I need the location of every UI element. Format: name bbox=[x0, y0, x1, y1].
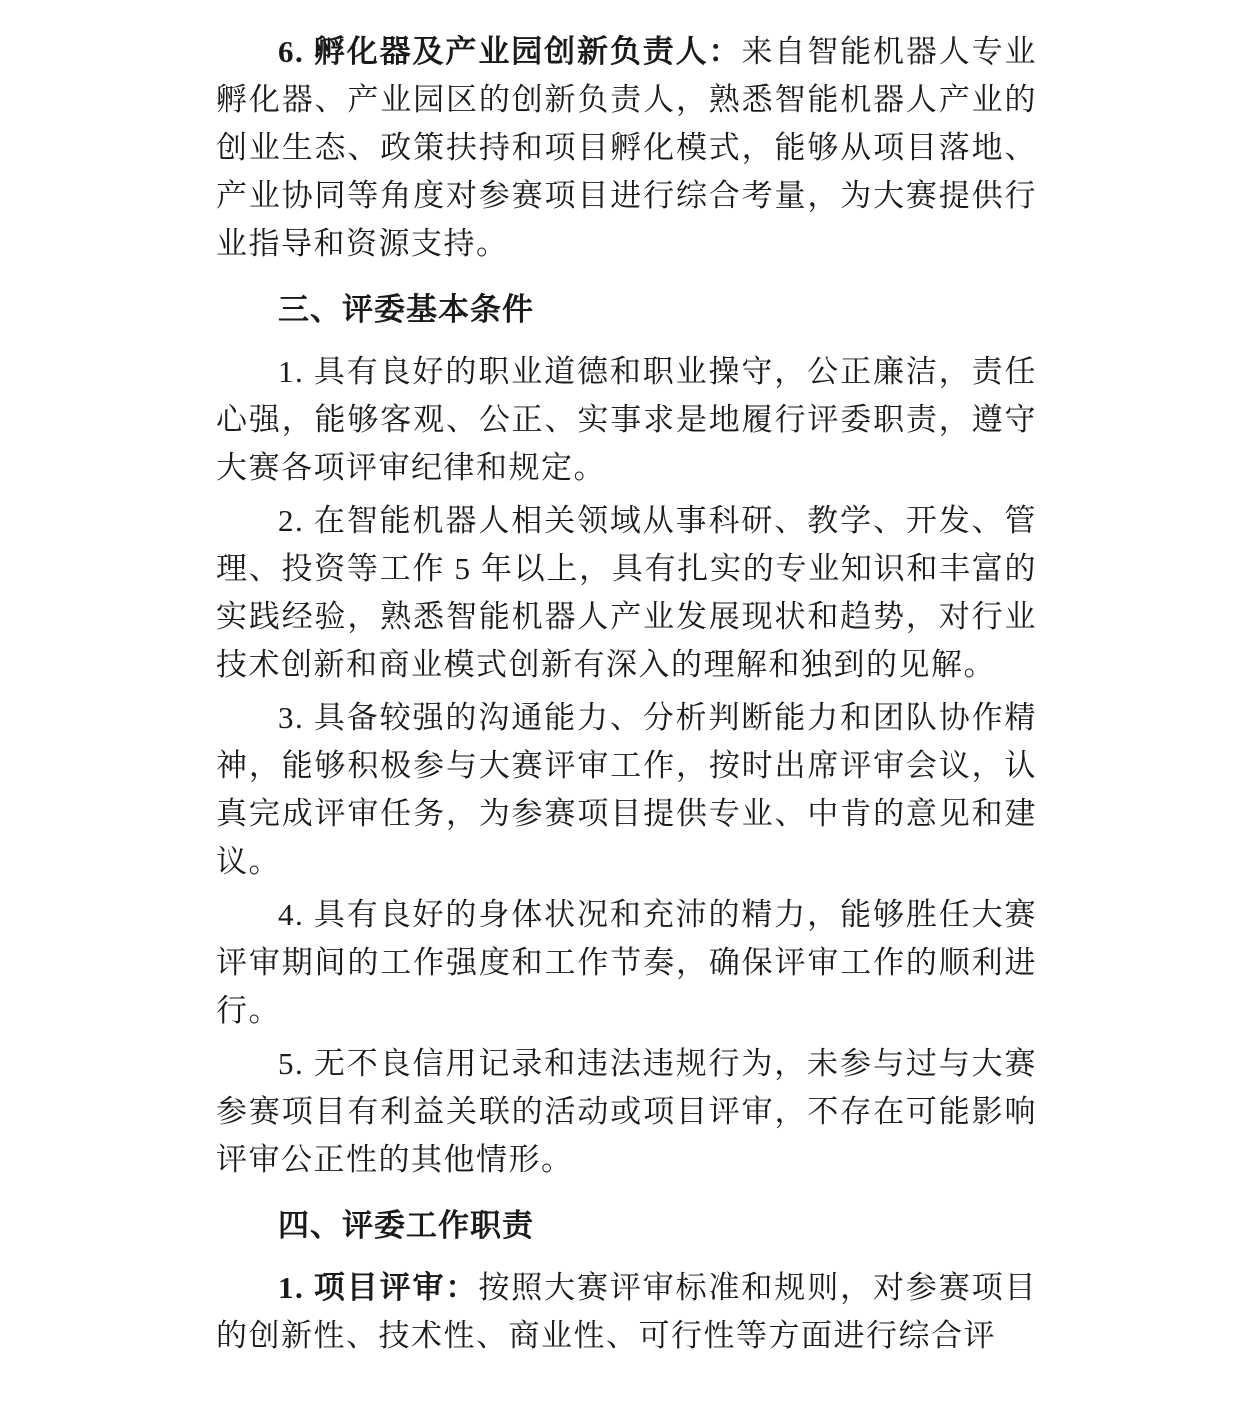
condition-item-1: 1. 具有良好的职业道德和职业操守，公正廉洁，责任心强，能够客观、公正、实事求是地履行评委职责，遵守大赛各项评审纪律和规定。 bbox=[216, 354, 1037, 485]
paragraph-incubator-leader bbox=[216, 28, 1037, 268]
condition-item-2: 2. 在智能机器人相关领域从事科研、教学、开发、管理、投资等工作 5 年以上，具有扎实的专业知识和丰富的实践经验，熟悉智能机器人产业发展现状和趋势，对行业技术创新和商业模式创新有深入的理解和独到的见解。 bbox=[216, 503, 1037, 682]
condition-item-4: 4. 具有良好的身体状况和充沛的精力，能够胜任大赛评审期间的工作强度和工作节奏，确保评审工作的顺利进行。 bbox=[216, 897, 1037, 1028]
condition-item-3: 3. 具备较强的沟通能力、分析判断能力和团队协作精神，能够积极参与大赛评审工作，按时出席评审会议，认真完成评审任务，为参赛项目提供专业、中肯的意见和建议。 bbox=[216, 700, 1037, 879]
section-heading-judge-duties: 四、评委工作职责 bbox=[278, 1208, 534, 1243]
duty-item-project-review-text: 按照大赛评审标准和规则，对参赛项目的创新性、技术性、商业性、可行性等方面进行综合评 bbox=[216, 1270, 1038, 1353]
duty-item-project-review bbox=[216, 1264, 1037, 1360]
duty-item-project-review-lead: 1. 项目评审： bbox=[278, 1270, 479, 1305]
paragraph-incubator-leader-lead: 6. 孵化器及产业园创新负责人： bbox=[278, 34, 742, 69]
section-heading-judge-basic-conditions: 三、评委基本条件 bbox=[278, 292, 534, 327]
paragraph-incubator-leader-text: 来自智能机器人专业孵化器、产业园区的创新负责人，熟悉智能机器人产业的创业生态、政策扶持和项目孵化模式，能够从项目落地、产业协同等角度对参赛项目进行综合考量，为大赛提供行业指导和资源支持。 bbox=[216, 34, 1038, 261]
condition-item-5: 5. 无不良信用记录和违法违规行为，未参与过与大赛参赛项目有利益关联的活动或项目评审，不存在可能影响评审公正性的其他情形。 bbox=[216, 1046, 1037, 1177]
